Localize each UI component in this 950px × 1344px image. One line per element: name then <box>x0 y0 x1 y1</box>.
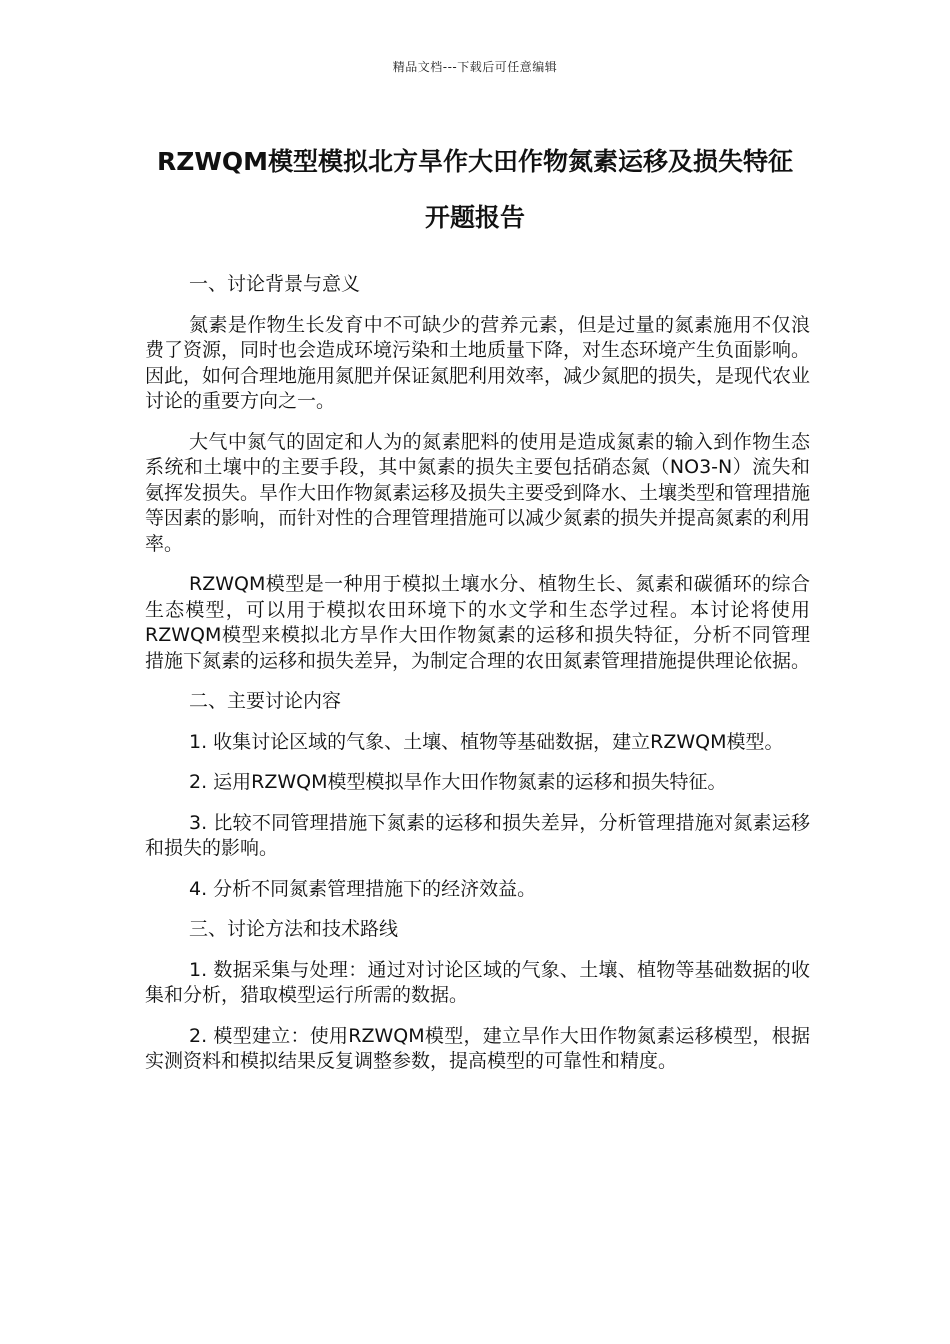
list-item: 1. 数据采集与处理：通过对讨论区域的气象、土壤、植物等基础数据的收集和分析，猎取模型运行所需的数据。 <box>145 958 810 1006</box>
section-heading: 三、讨论方法和技术路线 <box>189 918 399 940</box>
list-item: 4. 分析不同氮素管理措施下的经济效益。 <box>189 877 537 900</box>
list-item: 1. 收集讨论区域的气象、土壤、植物等基础数据，建立RZWQM模型。 <box>189 730 784 753</box>
paragraph: 氮素是作物生长发育中不可缺少的营养元素，但是过量的氮素施用不仅浪费了资源，同时也会造成环境污染和土地质量下降，对生态环境产生负面影响。因此，如何合理地施用氮肥并保证氮肥利用效率，减少氮肥的损失，是现代农业讨论的重要方向之一。 <box>145 313 811 412</box>
document-body <box>145 272 810 1090</box>
list-item: 2. 模型建立：使用RZWQM模型，建立旱作大田作物氮素运移模型，根据实测资料和模拟结果反复调整参数，提高模型的可靠性和精度。 <box>145 1024 810 1072</box>
list-item: 3. 比较不同管理措施下氮素的运移和损失差异，分析管理措施对氮素运移和损失的影响。 <box>145 811 810 859</box>
paragraph: 大气中氮气的固定和人为的氮素肥料的使用是造成氮素的输入到作物生态系统和土壤中的主要手段，其中氮素的损失主要包括硝态氮（NO3-N）流失和氨挥发损失。旱作大田作物氮素运移及损失主要受到降水、土壤类型和管理措施等因素的影响，而针对性的合理管理措施可以减少氮素的损失并提高氮素的利用率。 <box>145 430 811 555</box>
section-heading: 二、主要讨论内容 <box>189 690 342 712</box>
list-item: 2. 运用RZWQM模型模拟旱作大田作物氮素的运移和损失特征。 <box>189 771 727 793</box>
section-heading: 一、讨论背景与意义 <box>189 273 361 295</box>
page-header: 精品文档---下载后可任意编辑 <box>392 60 558 74</box>
document-title: RZWQM模型模拟北方旱作大田作物氮素运移及损失特征开题报告 <box>156 147 794 232</box>
paragraph: RZWQM模型是一种用于模拟土壤水分、植物生长、氮素和碳循环的综合生态模型，可以用于模拟农田环境下的水文学和生态学过程。本讨论将使用RZWQM模型来模拟北方旱作大田作物氮素的运移和损失特征，分析不同管理措施下氮素的运移和损失差异，为制定合理的农田氮素管理措施提供理论依据。 <box>145 573 811 672</box>
